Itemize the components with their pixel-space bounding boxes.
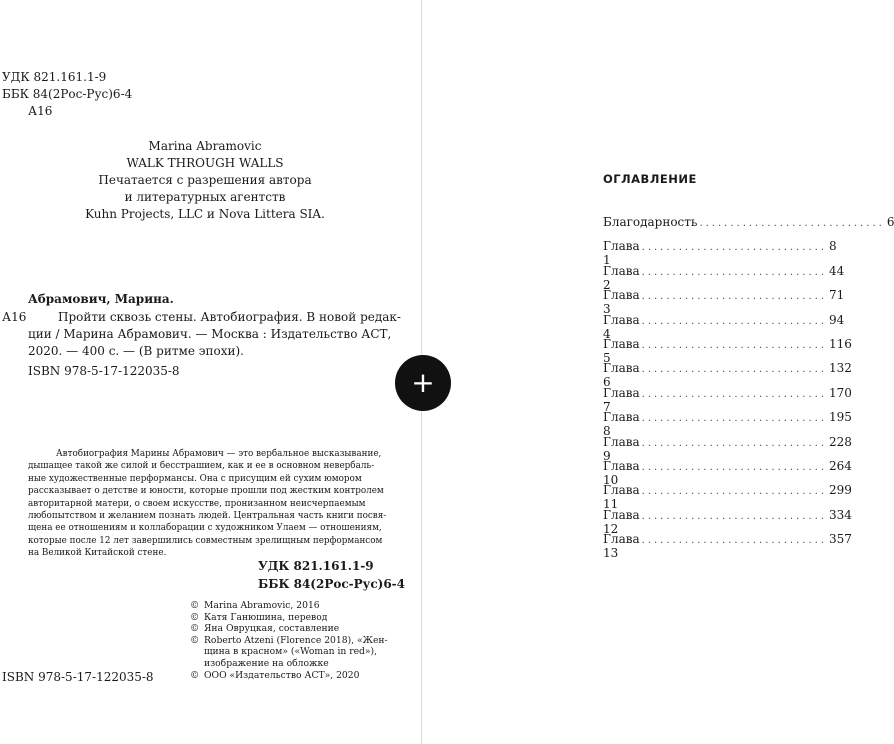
toc-item[interactable] — [603, 263, 845, 292]
original-author: Marina Abramovic — [148, 139, 262, 153]
bbk-code: ББК 84(2Рос-Рус)6-4 — [2, 87, 133, 101]
toc-item-page: 264 — [829, 459, 852, 473]
toc-leader: .............................. — [641, 462, 828, 473]
copyright-symbol: © — [190, 634, 200, 646]
toc-leader: .............................. — [641, 510, 828, 522]
toc-leader: .............................. — [641, 413, 828, 425]
toc-item-page: 334 — [829, 507, 852, 522]
toc-item[interactable] — [603, 288, 845, 317]
toc-item-label: Глава 7 — [603, 385, 640, 414]
copyright-line: © Marina Abramovic, 2016 — [190, 600, 320, 611]
annotation-line: любопытством и желанием познать людей. Центральная часть книги посвя- — [28, 511, 387, 522]
toc-item-label: Глава 5 — [603, 337, 640, 365]
plus-icon: + — [411, 366, 435, 399]
toc-item-label: Благодарность — [603, 215, 698, 229]
toc-leader: .............................. — [641, 242, 828, 254]
catalog-line-2: ции / Марина Абрамович. — Москва : Издательство АСТ, — [28, 327, 392, 341]
annotation-line: Автобиография Марины Абрамович — это вербальное высказывание, — [56, 449, 382, 459]
catalog-line-3: 2020. — 400 с. — (В ритме эпохи). — [28, 344, 244, 358]
annotation-line: щена ее отношениям и коллаборации с художником Улаем — отношениям, — [28, 523, 382, 534]
toc-item-label: Глава 3 — [603, 288, 640, 317]
copyright-line: изображение на обложке — [204, 657, 329, 669]
toc-item-page: 195 — [829, 410, 852, 425]
toc-leader: .............................. — [641, 340, 828, 351]
author-code: А16 — [28, 104, 53, 118]
annotation-line: которые после 12 лет завершились совместным зрелищным перформансом — [28, 535, 383, 546]
copyright-symbol: © — [190, 600, 200, 611]
copyright-block — [190, 600, 388, 681]
permission-line-2: и литературных агентств — [124, 190, 286, 204]
zoom-in-button[interactable] — [395, 355, 451, 411]
toc-item-page: 116 — [829, 337, 852, 351]
isbn-bottom: ISBN 978-5-17-122035-8 — [2, 670, 154, 684]
toc-item-label: Глава 10 — [603, 459, 640, 487]
toc-title: ОГЛАВЛЕНИЕ — [603, 172, 697, 186]
toc-item[interactable] — [603, 312, 845, 341]
toc-leader: .............................. — [641, 388, 828, 400]
copyright-line: © ООО «Издательство АСТ», 2020 — [190, 669, 360, 681]
udk-bottom: УДК 821.161.1-9 — [258, 559, 374, 573]
toc-item-label: Глава 9 — [603, 434, 640, 463]
toc-item[interactable] — [603, 459, 852, 487]
toc-item[interactable] — [603, 507, 852, 536]
copyright-line: © Катя Ганюшина, перевод — [190, 611, 328, 623]
annotation-line: ные художественные перформансы. Она с присущим ей сухим юмором — [28, 473, 362, 484]
toc-item[interactable] — [603, 361, 852, 390]
toc-leader: .............................. — [641, 266, 828, 278]
toc-item-label: Глава 8 — [603, 410, 640, 439]
toc-item[interactable] — [603, 410, 852, 439]
toc-item-page: 228 — [829, 434, 852, 449]
toc-leader: .............................. — [641, 486, 828, 498]
copyright-line: щина в красном» («Woman in red»), — [204, 646, 378, 658]
catalog-line-1: Пройти сквозь стены. Автобиография. В новой редак- — [58, 310, 401, 324]
original-title: WALK THROUGH WALLS — [126, 156, 284, 170]
toc-leader: .............................. — [641, 315, 828, 327]
permission-line-1: Печатается с разрешения автора — [98, 173, 312, 187]
annotation — [28, 448, 387, 560]
toc-item-page: 132 — [829, 361, 852, 376]
toc-item[interactable] — [603, 239, 837, 268]
toc-item-label: Глава 6 — [603, 361, 640, 390]
toc-item-label: Глава 2 — [603, 263, 640, 292]
annotation-line: дышащее такой же силой и бесстрашием, как и ее в основном невербаль- — [28, 461, 375, 472]
toc-item[interactable] — [603, 532, 852, 561]
toc-item-page: 44 — [829, 263, 845, 278]
toc-item[interactable] — [603, 434, 852, 463]
toc-leader: .............................. — [641, 437, 828, 449]
original-title-block — [60, 138, 350, 223]
toc-leader: .............................. — [699, 218, 885, 229]
copyright-line: © Яна Овруцкая, составление — [190, 623, 340, 635]
annotation-line: рассказывает о детстве и юности, которые прошли под жестким контролем — [28, 486, 384, 497]
permission-line-3: Kuhn Projects, LLC и Nova Littera SIA. — [85, 207, 325, 221]
toc-item-label: Глава 12 — [603, 507, 640, 536]
toc-item[interactable] — [603, 385, 852, 414]
toc-item[interactable] — [603, 483, 852, 512]
toc-item-page: 170 — [829, 385, 852, 400]
annotation-line: авторитарной матери, о своем искусстве, пронизанном неисчерпаемым — [28, 498, 366, 509]
toc-item-page: 299 — [829, 483, 852, 498]
catalog-isbn: ISBN 978-5-17-122035-8 — [28, 364, 180, 378]
catalog-author-heading: Абрамович, Марина. — [28, 292, 174, 306]
annotation-line: на Великой Китайской стене. — [28, 548, 167, 559]
toc-item-page: 357 — [829, 532, 852, 547]
toc-item-page: 71 — [829, 288, 845, 303]
toc-leader: .............................. — [641, 291, 828, 303]
copyright-symbol: © — [190, 669, 200, 681]
catalog-code: А16 — [2, 310, 27, 324]
toc-item-label: Глава 1 — [603, 239, 640, 268]
toc-item-page: 6 — [886, 215, 894, 229]
udk-code: УДК 821.161.1-9 — [2, 70, 107, 84]
toc-item[interactable] — [603, 215, 894, 231]
copyright-symbol: © — [190, 623, 200, 635]
toc-leader: .............................. — [641, 364, 828, 376]
bbk-bottom: ББК 84(2Рос-Рус)6-4 — [258, 577, 406, 591]
toc-item[interactable] — [603, 337, 852, 365]
toc-item-page: 94 — [829, 312, 845, 327]
toc-item-label: Глава 11 — [603, 483, 640, 512]
toc-item-label: Глава 4 — [603, 312, 640, 341]
copyright-symbol: © — [190, 611, 200, 623]
toc-item-label: Глава 13 — [603, 532, 640, 561]
toc-item-page: 8 — [829, 239, 837, 254]
copyright-line: © Roberto Atzeni (Florence 2018), «Жен- — [190, 634, 388, 646]
toc-leader: .............................. — [641, 535, 828, 547]
